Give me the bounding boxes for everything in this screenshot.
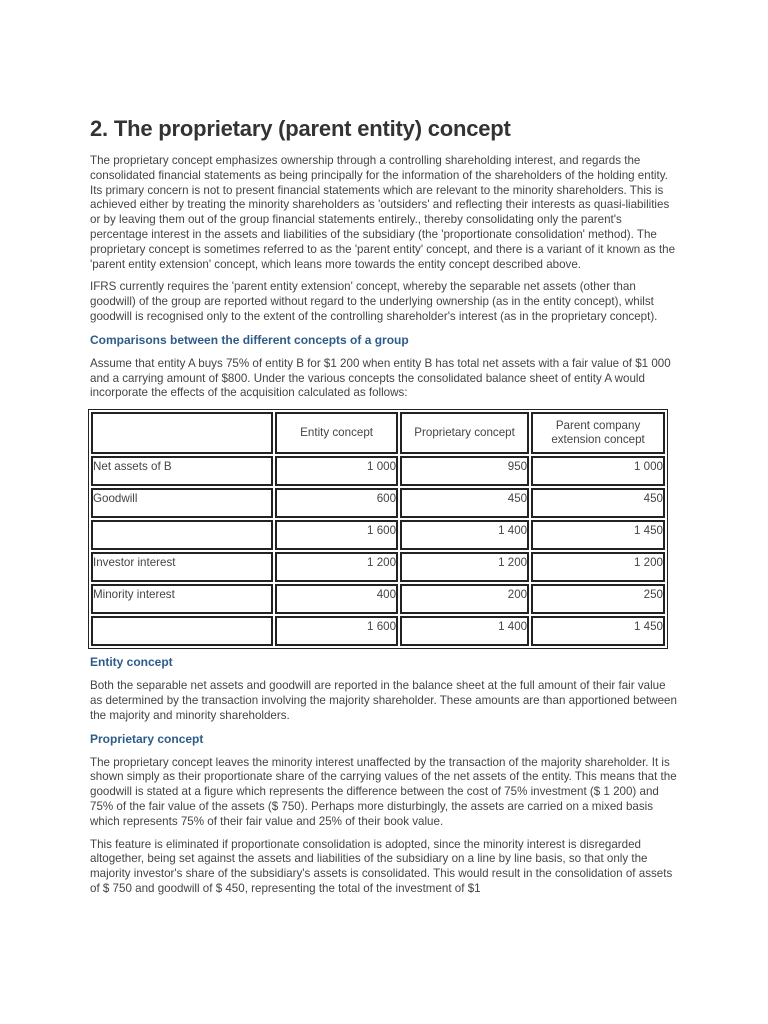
table-cell: 450	[400, 488, 529, 518]
table-cell: Investor interest	[91, 552, 273, 582]
table-row	[91, 616, 665, 646]
table-header-cell	[91, 412, 273, 454]
table-header-cell: Entity concept	[275, 412, 398, 454]
table-cell: 600	[275, 488, 398, 518]
table-cell: Minority interest	[91, 584, 273, 614]
table-header-cell: Proprietary concept	[400, 412, 529, 454]
table-row	[91, 488, 665, 518]
table-cell: 1 600	[275, 616, 398, 646]
concepts-table	[88, 409, 668, 649]
entity-concept-heading: Entity concept	[90, 655, 173, 670]
table-row	[91, 584, 665, 614]
table-cell: 1 400	[400, 616, 529, 646]
table-row	[91, 456, 665, 486]
table-cell: 1 400	[400, 520, 529, 550]
table-row	[91, 552, 665, 582]
table-cell: 950	[400, 456, 529, 486]
table-cell: Goodwill	[91, 488, 273, 518]
table-cell: 1 000	[275, 456, 398, 486]
table-cell: 1 200	[531, 552, 665, 582]
table-cell: 1 450	[531, 520, 665, 550]
table-cell: 250	[531, 584, 665, 614]
page-title: 2. The proprietary (parent entity) concept	[90, 116, 511, 141]
proprietary-paragraph-2: This feature is eliminated if proportionate consolidation is adopted, since the minority interest is disregarded altogether, being set against the assets and liabilities of the subsidiary on a line by line basis, so that only the majority investor's share of the subsidiary's assets is consolidated. This would result in the consolidation of assets of $ 750 and goodwill of $ 450, representing the total of the investment of $1	[90, 837, 673, 895]
table-cell: Net assets of B	[91, 456, 273, 486]
intro-paragraph-2: IFRS currently requires the 'parent entity extension' concept, whereby the separable net assets (other than goodwill) of the group are reported without regard to the underlying ownership (as in the entity concept), whilst goodwill is recognised only to the extent of the controlling shareholder's interest (as in the proprietary concept).	[90, 280, 658, 323]
table-cell: 1 200	[275, 552, 398, 582]
table-row	[91, 520, 665, 550]
table-header-row	[91, 412, 665, 454]
table-cell	[91, 616, 273, 646]
proprietary-paragraph-1: The proprietary concept leaves the minority interest unaffected by the transaction of the majority shareholder. It is shown simply as their proportionate share of the carrying values of the net assets of the entity. This means that the goodwill is stated at a figure which represents the difference between the cost of 75% investment ($ 1 200) and 75% of the fair value of the assets ($ 750). Perhaps more disturbingly, the assets are carried on a mixed basis which represents 75% of their fair value and 25% of their book value.	[90, 755, 677, 828]
table-cell: 1 450	[531, 616, 665, 646]
table-cell: 1 200	[400, 552, 529, 582]
document-content	[90, 116, 680, 905]
table-cell: 450	[531, 488, 665, 518]
entity-concept-paragraph: Both the separable net assets and goodwill are reported in the balance sheet at the full amount of their fair value as determined by the transaction involving the majority shareholder. These amounts are than apportioned between the majority and minority shareholders.	[90, 679, 677, 722]
table-cell: 200	[400, 584, 529, 614]
table-cell	[91, 520, 273, 550]
proprietary-concept-heading: Proprietary concept	[90, 731, 204, 746]
table-cell: 1 600	[275, 520, 398, 550]
intro-paragraph-1: The proprietary concept emphasizes ownership through a controlling shareholding interest, and regards the consolidated financial statements as being principally for the information of the shareholders of the holding entity. Its primary concern is not to present financial statements which are relevant to the minority shareholders. This is achieved either by treating the minority shareholders as 'outsiders' and reflecting their interests as quasi-liabilities or by leaving them out of the group financial statements entirely., thereby consolidating only the parent's percentage interest in the assets and liabilities of the subsidiary (the 'proportionate consolidation' method). The proprietary concept is sometimes referred to as the 'parent entity' concept, and there is a variant of it known as the 'parent entity extension' concept, which leans more towards the entity concept described above.	[90, 154, 676, 271]
comparison-paragraph: Assume that entity A buys 75% of entity B for $1 200 when entity B has total net assets with a fair value of $1 000 and a carrying amount of $800. Under the various concepts the consolidated balance sheet of entity A would incorporate the effects of the acquisition calculated as follows:	[90, 356, 671, 400]
table-cell: 400	[275, 584, 398, 614]
table-cell: 1 000	[531, 456, 665, 486]
table-header-cell: Parent company extension concept	[531, 412, 665, 454]
comparison-heading: Comparisons between the different concepts of a group	[90, 332, 409, 347]
